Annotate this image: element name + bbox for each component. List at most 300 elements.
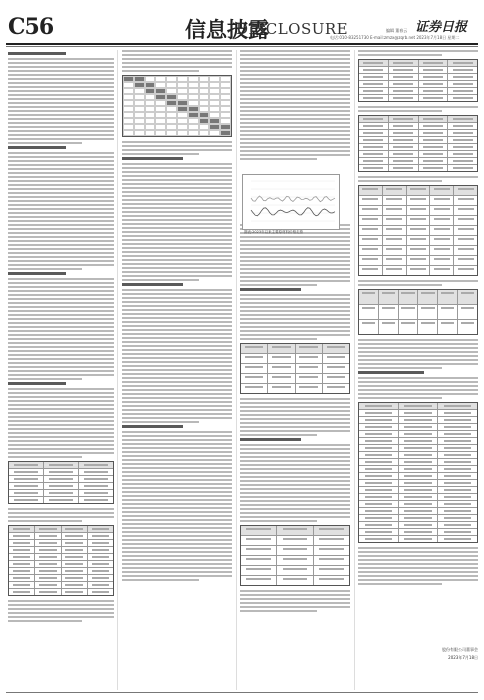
table-cell [454,196,477,205]
text-line [122,523,232,525]
table-row [359,445,477,452]
text-line [358,54,442,56]
text-line [8,256,114,258]
table-cell [35,589,61,595]
table-row [359,480,477,487]
text-line [240,460,350,462]
text-line [122,50,232,52]
table-row [359,529,477,536]
text-line [240,134,350,136]
table-row [359,226,477,236]
table-cell [359,67,389,73]
text-line [122,373,232,375]
table-cell [359,487,399,493]
table-row [359,116,477,123]
text-line [122,66,232,68]
text-line [240,280,350,282]
text-line [240,504,350,506]
table-cell [359,536,399,542]
text-line [358,563,478,565]
table-cell [438,403,477,409]
text-line [358,567,478,569]
table-cell [277,556,313,565]
text-line [122,575,232,577]
text-line [8,314,114,316]
table-cell [438,431,477,437]
table-row [9,483,113,490]
table-cell [62,533,88,539]
text-line [240,154,350,156]
text-line [122,443,232,445]
text-line [358,547,478,549]
section-title-en: DISCLOSURE [236,20,349,38]
text-line [122,475,232,477]
table-cell [88,554,113,560]
text-line [240,298,350,300]
table-cell [419,151,449,157]
text-line [8,452,114,454]
table-cell [359,522,399,528]
table-cell [399,403,439,409]
table-cell [88,568,113,574]
text-line [8,188,114,190]
table-row [359,417,477,424]
text-line [358,351,478,353]
text-line [122,239,232,241]
text-line [240,508,350,510]
text-line [122,535,232,537]
text-line [122,141,232,143]
table-row [359,74,477,81]
table-cell [454,256,477,265]
text-line [8,164,114,166]
text-line [8,286,114,288]
table-row [359,137,477,144]
column-divider [117,50,118,690]
table-cell [241,556,277,565]
table-cell [383,186,407,195]
section-heading [8,52,66,55]
table-cell [241,536,277,545]
text-line [8,94,114,96]
text-line [240,146,350,148]
table-cell [448,95,477,101]
text-line [122,191,232,193]
text-line [122,243,232,245]
table-cell [438,522,477,528]
text-line [122,447,232,449]
table-cell [407,216,431,225]
table-cell [9,561,35,567]
table-cell [454,216,477,225]
text-line [240,422,350,424]
text-line [240,276,350,278]
table-row [359,206,477,216]
text-line [122,417,232,419]
text-line [8,436,114,438]
table-row [241,526,349,536]
text-line [240,430,350,432]
text-line [8,86,114,88]
text-line [240,248,350,250]
text-line [240,492,350,494]
text-line [122,353,232,355]
table-cell [454,226,477,235]
text-line [122,62,232,64]
text-line [240,444,350,446]
table-cell [430,266,454,275]
text-line [358,50,478,52]
text-line [122,579,199,581]
data-table [240,343,350,394]
table-cell [241,576,277,585]
text-line [122,511,232,513]
text-line [122,187,232,189]
text-line [122,337,232,339]
table-cell [419,67,449,73]
table-row [359,123,477,130]
table-row [359,256,477,266]
table-cell [296,374,323,383]
table-row [359,459,477,466]
text-line [8,98,114,100]
text-line [358,377,478,379]
text-line [240,302,350,304]
text-line [122,555,232,557]
section-title: 信息披露 [185,18,269,42]
text-line [240,402,350,404]
text-line [122,451,232,453]
text-line [8,232,114,234]
table-cell [359,438,399,444]
text-line [122,70,199,72]
table-cell [430,226,454,235]
text-line [8,370,114,372]
text-line [240,448,350,450]
text-line [122,503,232,505]
table-cell [35,554,61,560]
table-cell [438,529,477,535]
table-cell [359,431,399,437]
table-cell [383,236,407,245]
text-line [122,507,232,509]
table-cell [430,206,454,215]
text-line [8,608,114,610]
text-line [8,228,114,230]
text-line [8,260,114,262]
table-cell [79,490,113,496]
table-cell [9,540,35,546]
text-line [358,393,478,395]
table-cell [407,246,431,255]
text-line [240,326,350,328]
text-line [240,272,350,274]
table-row [359,130,477,137]
text-line [240,106,350,108]
text-line [240,244,350,246]
text-line [240,236,350,238]
section-heading [240,288,301,291]
table-row [241,364,349,374]
text-line [122,491,232,493]
text-line [8,236,114,238]
text-line [8,612,114,614]
table-cell [9,490,44,496]
text-line [8,122,114,124]
text-line [8,346,114,348]
text-line [122,309,232,311]
text-line [8,322,114,324]
text-line [122,539,232,541]
text-line [8,204,114,206]
table-cell [323,364,349,373]
table-row [359,246,477,256]
text-line [8,444,114,446]
text-line [358,555,478,557]
table-cell [389,74,419,80]
text-line [8,268,82,270]
text-line [8,172,114,174]
table-cell [79,483,113,489]
text-line [122,487,232,489]
text-line [8,350,114,352]
text-line [240,418,350,420]
table-cell [419,74,449,80]
table-cell [430,236,454,245]
header-rule [6,43,478,45]
data-table [358,402,478,543]
text-line [8,408,114,410]
text-line [122,329,232,331]
table-cell [389,165,419,171]
matrix-cell [155,130,166,136]
text-line [240,434,317,436]
table-cell [399,494,439,500]
table-cell [88,540,113,546]
table-cell [383,256,407,265]
table-cell [9,568,35,574]
text-line [240,314,350,316]
table-cell [438,459,477,465]
table-cell [383,206,407,215]
table-cell [454,206,477,215]
text-line [8,278,114,280]
text-line [122,207,232,209]
table-row [359,151,477,158]
table-cell [44,490,79,496]
table-cell [35,561,61,567]
table-row [359,424,477,431]
table-cell [399,501,439,507]
matrix-cell [123,130,134,136]
text-line [240,594,350,596]
table-cell [88,575,113,581]
text-line [240,322,350,324]
table-cell [389,137,419,143]
table-cell [399,529,439,535]
table-cell [454,236,477,245]
text-line [122,149,232,151]
text-line [122,231,232,233]
table-cell [383,196,407,205]
text-line [8,240,114,242]
table-row [359,515,477,522]
text-line [122,267,232,269]
text-line [240,74,350,76]
table-cell [44,497,79,503]
table-cell [359,403,399,409]
text-line [8,264,114,266]
page-header [0,0,484,46]
table-row [359,196,477,206]
table-row [359,67,477,74]
table-cell [359,508,399,514]
text-line [8,396,114,398]
text-line [8,378,82,380]
table-row [359,320,477,334]
table-cell [359,466,399,472]
table-cell [296,354,323,363]
text-line [8,456,82,458]
text-line [240,58,350,60]
table-row [9,533,113,540]
text-line [8,74,114,76]
text-line [122,365,232,367]
table-cell [438,473,477,479]
table-cell [438,290,458,304]
text-line [122,58,232,60]
text-line [358,381,478,383]
table-cell [407,206,431,215]
table-row [241,556,349,566]
text-line [240,294,350,296]
table-cell [438,445,477,451]
page-number: C56 [8,14,54,40]
table-cell [438,466,477,472]
table-cell [399,417,439,423]
table-cell [9,476,44,482]
table-cell [359,459,399,465]
table-cell [448,144,477,150]
table-cell [62,526,88,532]
table-cell [454,266,477,275]
text-line [8,326,114,328]
text-line [8,600,114,602]
table-cell [407,226,431,235]
text-line [8,428,114,430]
text-line [240,94,350,96]
table-cell [448,81,477,87]
text-line [122,171,232,173]
signature-block [398,647,478,663]
text-line [240,476,350,478]
table-cell [407,256,431,265]
table-cell [407,266,431,275]
table-cell [268,364,295,373]
text-line [8,604,114,606]
text-line [358,385,478,387]
text-column-4 [358,50,478,587]
matrix-cell [188,130,199,136]
text-line [122,223,232,225]
text-line [240,410,350,412]
text-line [8,448,114,450]
table-cell [383,246,407,255]
table-cell [88,533,113,539]
table-cell [448,116,477,122]
text-line [8,512,114,514]
text-line [8,90,114,92]
table-cell [359,130,389,136]
table-cell [389,130,419,136]
table-cell [35,547,61,553]
text-line [358,559,478,561]
text-line [8,400,114,402]
matrix-cell [145,130,156,136]
table-row [359,266,477,275]
text-line [240,306,350,308]
table-cell [454,186,477,195]
text-line [8,212,114,214]
text-line [8,152,114,154]
text-line [122,179,232,181]
text-line [358,571,478,573]
text-line [122,255,232,257]
table-cell [359,123,389,129]
table-row [359,403,477,410]
table-cell [359,158,389,164]
table-row [359,438,477,445]
table-cell [79,462,113,468]
table-cell [438,494,477,500]
header-rule-thin [6,46,478,47]
text-line [122,397,232,399]
table-cell [359,515,399,521]
text-line [240,70,350,72]
text-line [240,158,317,160]
table-cell [323,344,349,353]
table-row [359,536,477,542]
text-line [8,66,114,68]
table-cell [448,123,477,129]
table-cell [9,575,35,581]
table-cell [419,165,449,171]
text-line [358,347,478,349]
table-cell [323,354,349,363]
text-line [122,571,232,573]
signature-date: 2023年7月18日 [448,655,478,660]
text-line [122,499,232,501]
matrix-cell [166,130,177,136]
table-row [9,561,113,568]
table-cell [419,88,449,94]
text-line [8,420,114,422]
text-line [240,66,350,68]
table-cell [448,158,477,164]
table-cell [379,320,399,334]
table-cell [241,374,268,383]
section-heading [8,146,66,149]
table-cell [241,526,277,535]
table-row [359,158,477,165]
text-line [122,301,232,303]
text-line [8,78,114,80]
table-cell [448,130,477,136]
table-cell [458,305,477,319]
text-line [8,106,114,108]
table-cell [296,384,323,393]
text-line [240,138,350,140]
